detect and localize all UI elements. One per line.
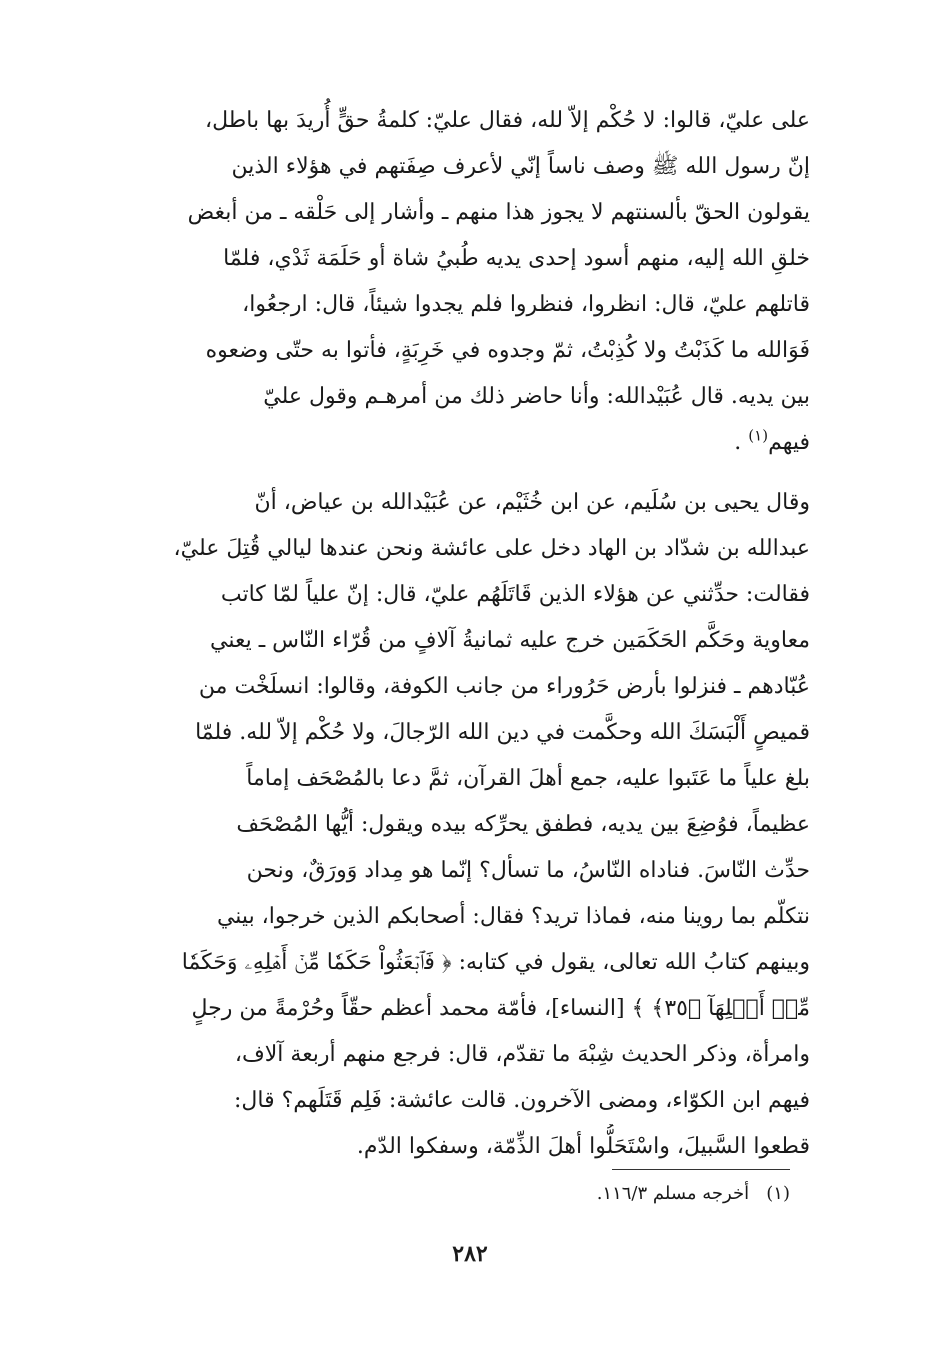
text-line: يقولون الحقّ بألسنتهم لا يجوز هذا منهم ـ وأشار إلى حَلْقه ـ من أبغض [187, 200, 810, 225]
text-line: خلقِ الله إليه، منهم أسود إحدى يديه طُبيُ شاة أو حَلَمَة ثَدْي، فلمّا [223, 246, 810, 271]
footnote-reference: (١) [748, 426, 769, 445]
quran-quote-line: مِّنۡ أَهۡلِهَآ ﴿٣٥﴾ ﴾ [النساء]، فأمّة محمد أعظم حقّاً وحُرْمةً من رجلٍ [191, 996, 810, 1021]
text-line: فَوَالله ما كَذَبْتُ ولا كُذِبْتُ، ثمّ وجدوه في خَرِبَةٍ، فأتوا به حتّى وضعوه [205, 338, 810, 363]
text-line: حدِّث النّاسَ. فناداه النّاسُ، ما تسأل؟ إنّما هو مِداد وَورَقٌ، ونحن [246, 858, 810, 883]
period: . [734, 430, 742, 455]
footnote-marker: (١) [766, 1183, 790, 1204]
text-line: عبدالله بن شدّاد بن الهاد دخل على عائشة ونحن عندها ليالي قُتِلَ عليّ، [173, 536, 810, 561]
text-line-last [120, 420, 810, 466]
footnote-divider [612, 1169, 790, 1170]
text-line: قاتلهم عليّ، قال: انظروا، فنظروا فلم يجدوا شيئاً، قال: ارجعُوا، [242, 292, 810, 317]
paragraph-1 [120, 98, 810, 466]
quran-quote-line: وبينهم كتابُ الله تعالى، يقول في كتابه: ﴿ فَٱبۡعَثُواْ حَكَمٗا مِّنۡ أَهۡلِهِۦ وَحَكَمٗا [181, 950, 810, 975]
text-line: عُبّادهم ـ فنزلوا بأرض حَرُوراء من جانب الكوفة، وقالوا: انسلَخْت من [198, 674, 810, 699]
text-line: فيهم ابن الكوّاء، ومضى الآخرون. قالت عائشة: فَلِم قَتَلَهم؟ قال: [233, 1088, 810, 1113]
text-line: عظيماً، فوُضِعَ بين يديه، فطفق يحرِّكه بيده ويقول: أيُّها المُصْحَف [236, 812, 810, 837]
page-number: ٢٨٢ [452, 1241, 488, 1267]
text-line: بلغ علياً ما عَتَبوا عليه، جمع أهلَ القرآن، ثمَّ دعا بالمُصْحَف إماماً [246, 766, 810, 791]
text-line: إنّ رسول الله ﷺ وصف ناساً إنّي لأعرف صِفَتهم في هؤلاء الذين [231, 154, 810, 179]
text-line: نتكلّم بما روينا منه، فماذا تريد؟ فقال: أصحابكم الذين خرجوا، بيني [216, 904, 810, 929]
text-line: معاوية وحَكَّم الحَكَمَين خرج عليه ثمانيةُ آلافٍ من قُرّاء النّاس ـ يعني [209, 628, 810, 653]
text-fragment: فيهم [768, 430, 810, 455]
text-line: قميصٍ أَلْبَسَكَ الله وحكَّمت في دين الله الرّجالَ، ولا حُكْم إلاّ لله. فلمّا [195, 720, 810, 745]
text-line: فقالت: حدِّثني عن هؤلاء الذين قَاتَلَهُم عليّ، قال: إنّ علياً لمّا كاتب [220, 582, 810, 607]
footnote-text: أخرجه مسلم ١١٦/٣. [596, 1183, 750, 1204]
text-line: قطعوا السَّبيلَ، واسْتَحَلُّوا أهلَ الذِّمّة، وسفكوا الدّم. [356, 1134, 810, 1159]
text-line: على عليّ، قالوا: لا حُكْم إلاّ لله، فقال عليّ: كلمةُ حقٍّ أُريدَ بها باطل، [205, 108, 810, 133]
text-line: وامرأة، وذكر الحديث شِبْهَ ما تقدّم، قال: فرجع منهم أربعة آلاف، [234, 1042, 810, 1067]
footnote [400, 1176, 790, 1212]
text-line: بين يديه. قال عُبَيْدالله: وأنا حاضر ذلك من أمرهـم وقول عليّ [263, 384, 810, 409]
text-line: وقال يحيى بن سُلَيم، عن ابن خُثَيْم، عن عُبَيْدالله بن عياض، أنّ [254, 490, 810, 515]
paragraph-2 [120, 480, 810, 1170]
